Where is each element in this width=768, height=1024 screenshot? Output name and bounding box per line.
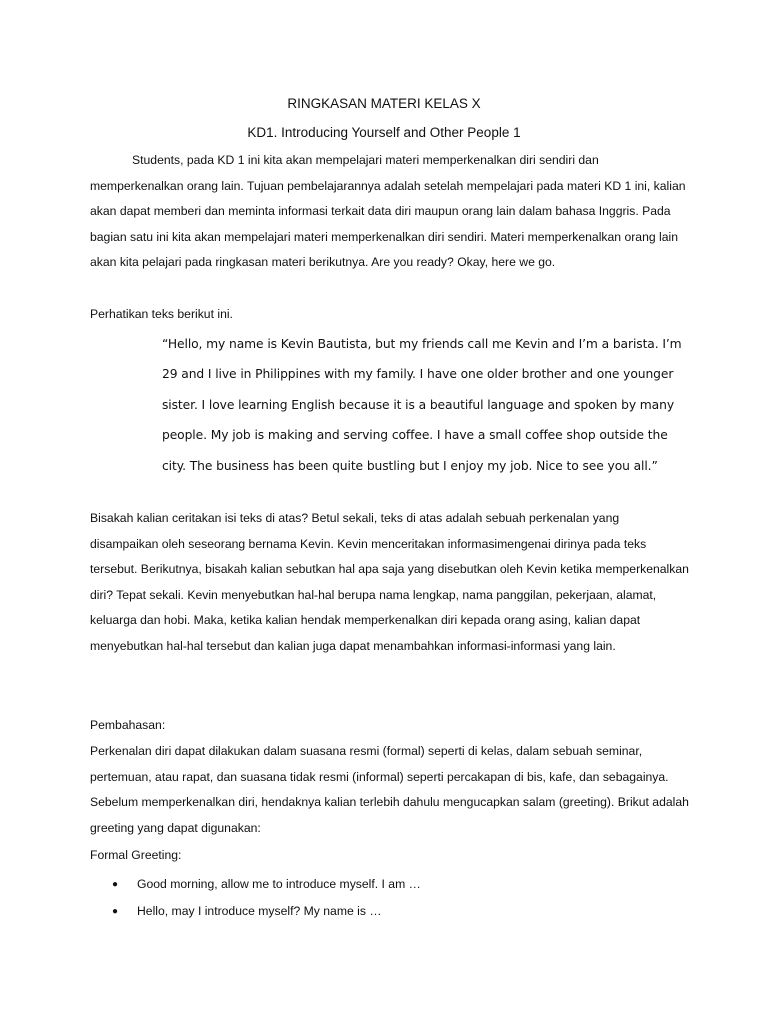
instruction-text: Perhatikan teks berikut ini. <box>90 307 233 321</box>
question-paragraph: Bisakah kalian ceritakan isi teks di atas? Betul sekali, teks di atas adalah sebuah perkenalan yang disampaikan oleh seseorang bernama Kevin. Kevin menceritakan informasimengenai dirinya pada teks tersebut. Berikutnya, bisakah kalian sebutkan hal apa saja yang disebutkan oleh Kevin ketika memperkenalkan diri? Tepat sekali. Kevin menyebutkan hal-hal berupa nama lengkap, nama panggilan, pekerjaan, alamat, keluarga dan hobi. Maka, ketika kalian hendak memperkenalkan diri kepada orang asing, kalian dapat menyebutkan hal-hal tersebut dan kalian juga dapat menambahkan informasi-informasi yang lain. <box>90 511 689 653</box>
quote-text: “Hello, my name is Kevin Bautista, but my friends call me Kevin and I’m a barista. I’m 29 and I live in Philippines with my family. I have one older brother and one younger sister. I love learning English because it is a beautiful language and spoken by many people. My job is making and serving coffee. I have a small coffee shop outside the city. The business has been quite bustling but I enjoy my job. Nice to see you all.” <box>162 337 682 473</box>
document-subtitle: KD1. Introducing Yourself and Other People 1 <box>247 125 521 140</box>
list-item-text: Hello, may I introduce myself? My name is … <box>137 904 382 918</box>
formal-greeting-heading: Formal Greeting: <box>90 848 182 862</box>
document-title: RINGKASAN MATERI KELAS X <box>287 96 481 111</box>
bullet-icon: ● <box>112 906 119 917</box>
intro-paragraph: Students, pada KD 1 ini kita akan mempelajari materi memperkenalkan diri sendiri dan memperkenalkan orang lain. Tujuan pembelajarannya adalah setelah mempelajari pada materi KD 1 ini, kalian akan dapat memberi dan meminta informasi terkait data diri maupun orang lain dalam bahasa Inggris. Pada bagian satu ini kita akan mempelajari materi memperkenalkan diri sendiri. Materi memperkenalkan orang lain akan kita pelajari pada ringkasan materi berikutnya. Are you ready? Okay, here we go. <box>90 153 686 270</box>
list-item-text: Good morning, allow me to introduce myself. I am … <box>137 877 421 891</box>
list-item <box>112 898 672 925</box>
pembahasan-heading: Pembahasan: <box>90 718 166 732</box>
pembahasan-paragraph: Perkenalan diri dapat dilakukan dalam suasana resmi (formal) seperti di kelas, dalam sebuah seminar, pertemuan, atau rapat, dan suasana tidak resmi (informal) seperti percakapan di bis, kafe, dan sebagainya. Sebelum memperkenalkan diri, hendaknya kalian terlebih dahulu mengucapkan salam (greeting). Brikut adalah greeting yang dapat digunakan: <box>90 744 689 835</box>
bullet-icon: ● <box>112 879 119 890</box>
formal-greeting-list <box>112 871 672 925</box>
list-item <box>112 871 672 898</box>
